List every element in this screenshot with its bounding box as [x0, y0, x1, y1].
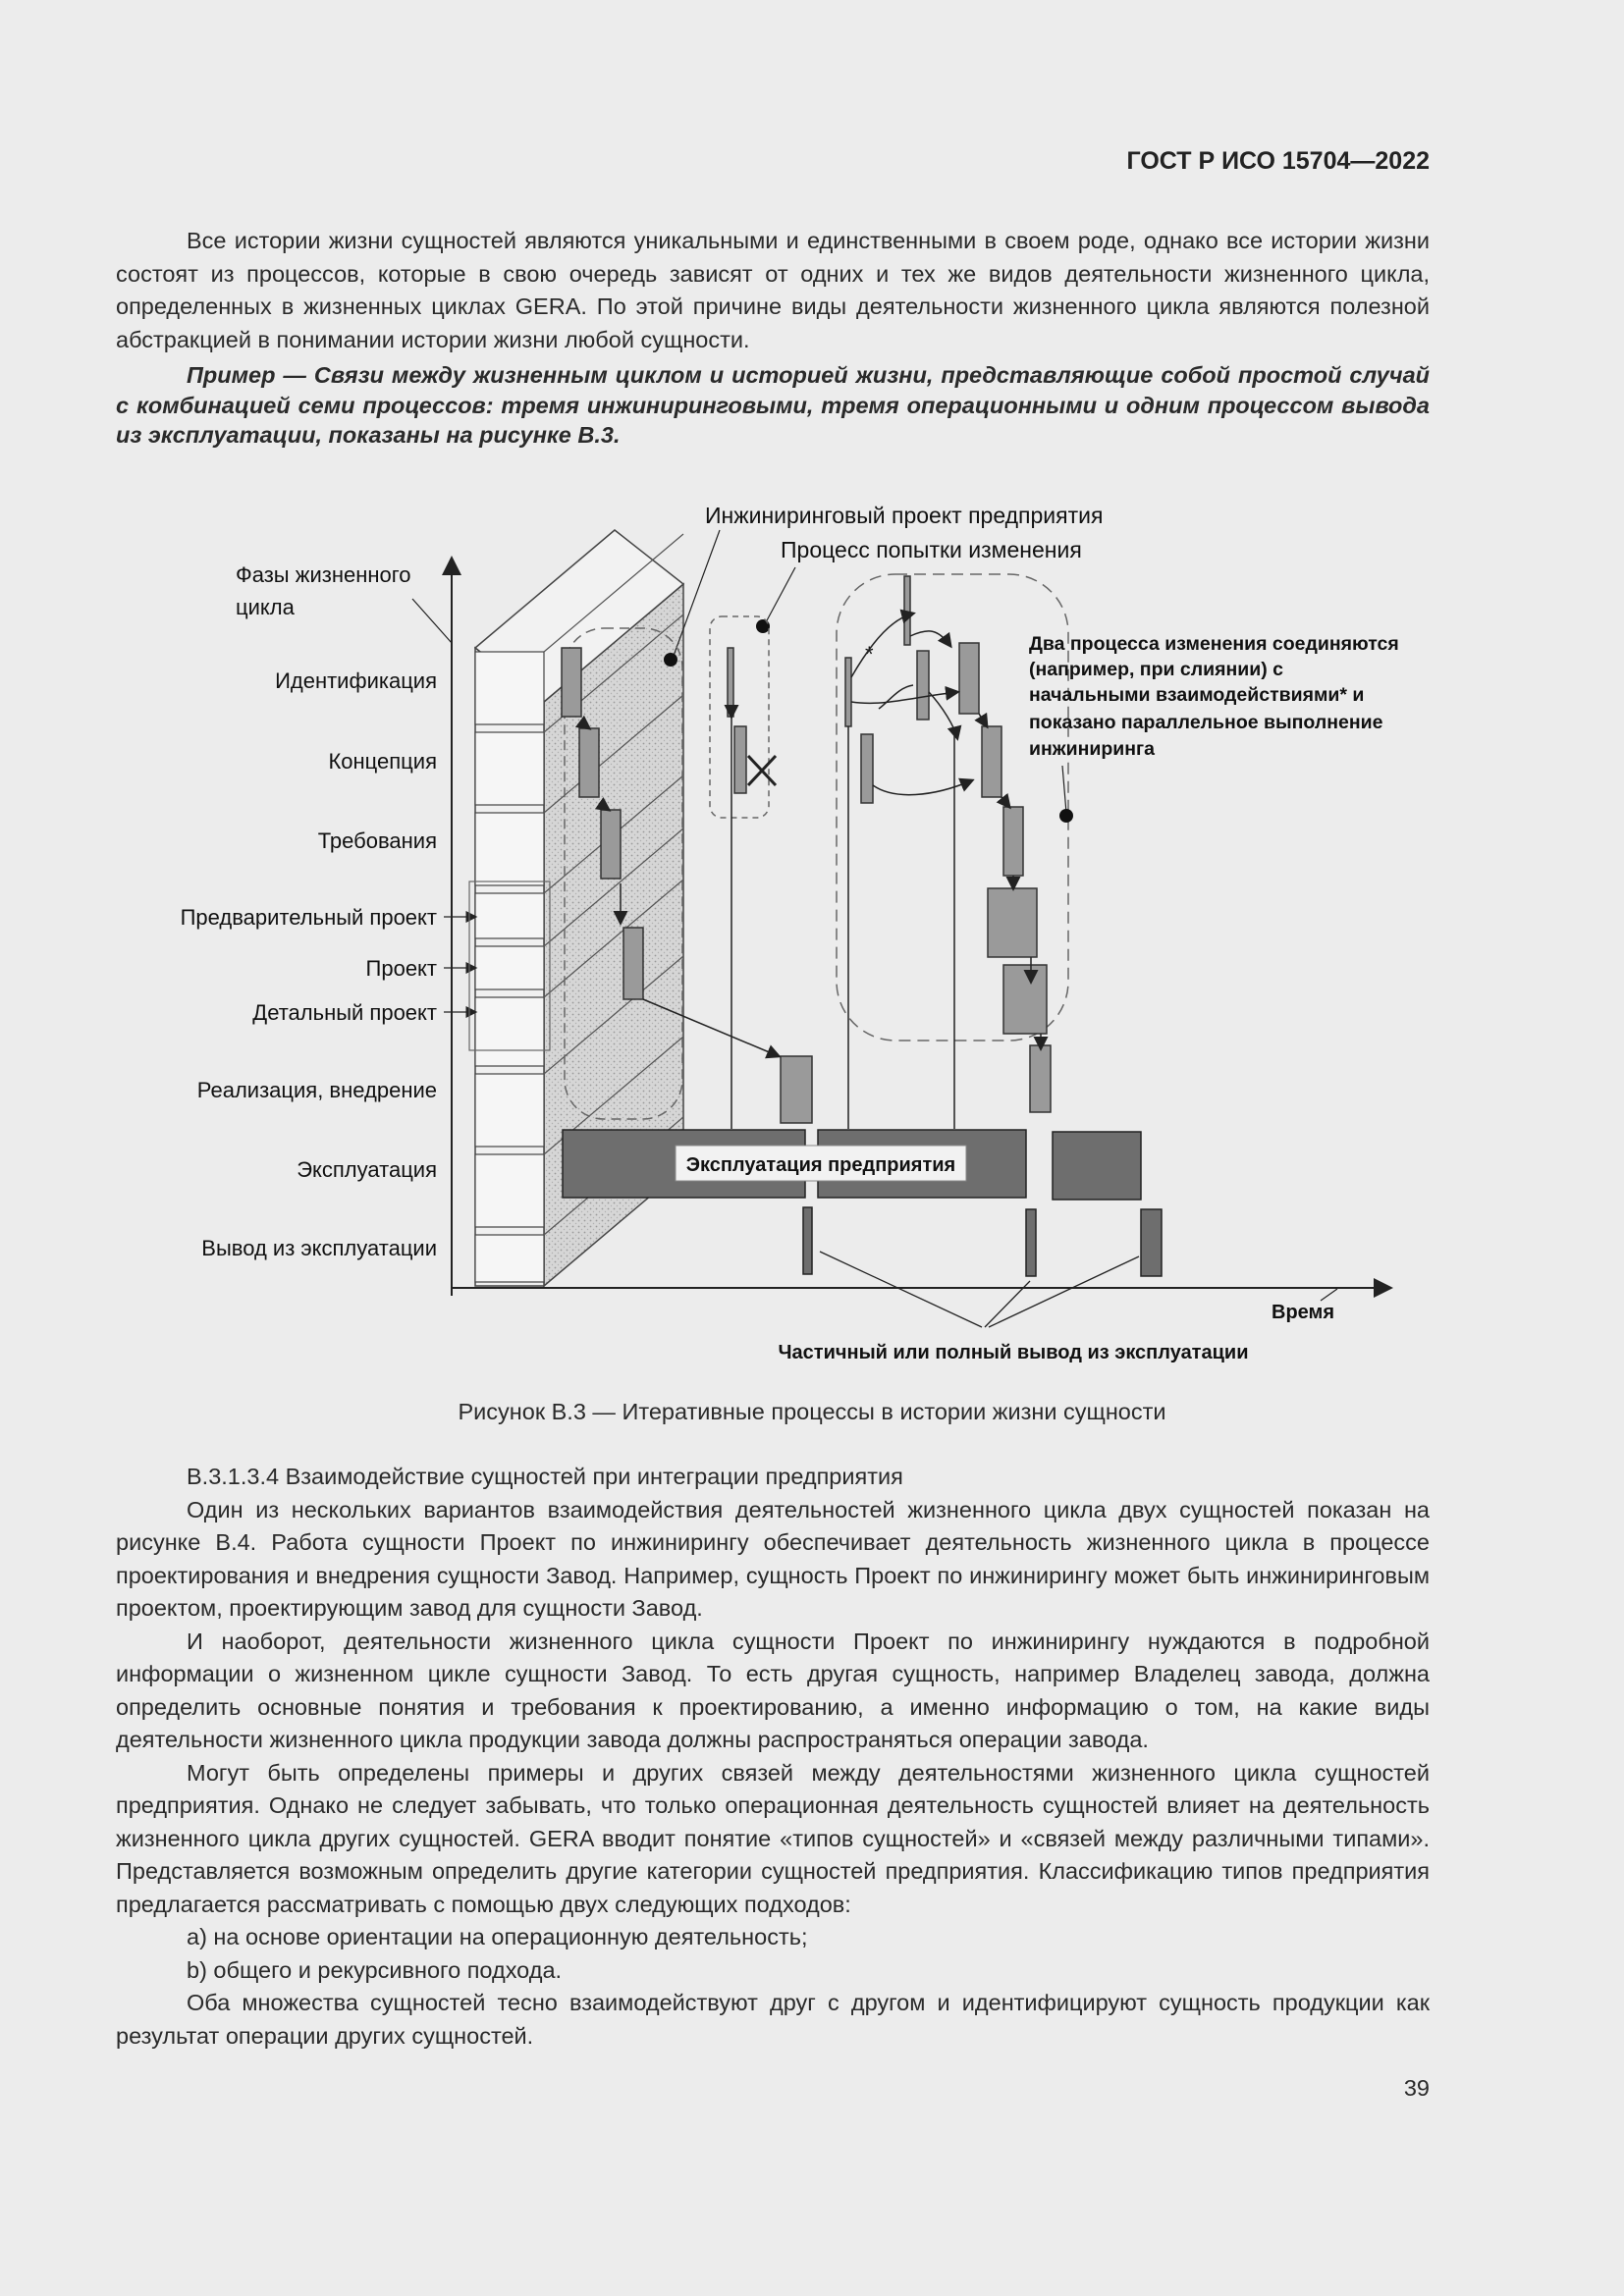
phase-label: Детальный проект: [252, 1000, 437, 1025]
lifecycle-diagram: [137, 491, 1434, 1374]
section-heading: B.3.1.3.4 Взаимодействие сущностей при интеграции предприятия: [187, 1464, 903, 1489]
body-paragraph: Оба множества сущностей тесно взаимодействуют друг с другом и идентифицируют сущность продукции как результат операции других сущностей.: [116, 1990, 1430, 2049]
list-item: a) на основе ориентации на операционную деятельность;: [187, 1924, 808, 1949]
slab-segment: [475, 997, 544, 1066]
phase-label: Проект: [365, 956, 437, 981]
phase-label: Предварительный проект: [180, 905, 437, 930]
figure-caption: Рисунок B.3 — Итеративные процессы в истории жизни сущности: [458, 1399, 1166, 1424]
slab-segment: [475, 652, 544, 724]
body-paragraph: Могут быть определены примеры и других связей между деятельностями жизненного цикла сущностей предприятия. Однако не следует забывать, что только операционная деятельность сущностей влияет на деятельность жизненного цикла других сущностей. GERA вводит понятие «типов сущностей» и «связей между различными типами». Представляется возможным определить другие категории сущностей предприятия. Классификацию типов предприятия предлагается рассматривать с помощью двух следующих подходов:: [116, 1759, 1430, 1917]
slab-segment: [475, 813, 544, 885]
enterprise-project-label: Инжиниринговый проект предприятия: [705, 503, 1104, 528]
change-attempt-label: Процесс попытки изменения: [781, 537, 1082, 562]
phase-label: Эксплуатация: [297, 1157, 437, 1182]
decommission-label: Частичный или полный вывод из эксплуатации: [778, 1342, 1249, 1363]
operation-label: Эксплуатация предприятия: [685, 1154, 956, 1176]
document-id: ГОСТ Р ИСО 15704—2022: [1126, 147, 1430, 175]
merge-note-line: (например, при слиянии) с: [1029, 659, 1284, 680]
slab-segment: [475, 1074, 544, 1147]
slab-segment: [475, 893, 544, 938]
star-mark: *: [865, 642, 874, 667]
merge-note-line: инжиниринга: [1029, 738, 1155, 760]
slab-segment: [475, 732, 544, 805]
merge-note-line: начальными взаимодействиями* и: [1029, 684, 1365, 706]
phase-label: Идентификация: [275, 668, 437, 693]
slab-segment: [475, 1154, 544, 1227]
phase-label: Вывод из эксплуатации: [201, 1236, 437, 1260]
slab-segment: [475, 1235, 544, 1282]
phase-axis-title-line1: Фазы жизненного: [236, 562, 411, 587]
figure-b3: [137, 491, 1434, 1374]
merge-note-line: Два процесса изменения соединяются: [1029, 633, 1399, 655]
phase-label: Требования: [317, 828, 437, 853]
phase-axis-title-line2: цикла: [236, 595, 295, 619]
example-paragraph: Пример — Связи между жизненным циклом и историей жизни, представляющие собой простой случай с комбинацией семи процессов: тремя инжиниринговыми, тремя операционными и одним процессом вывода из эксплуатации, показаны на рисунке B.3.: [116, 362, 1430, 448]
page-number: 39: [1403, 2075, 1430, 2101]
intro-paragraph: Все истории жизни сущностей являются уникальными и единственными в своем роде, однако все истории жизни состоят из процессов, которые в свою очередь зависят от одних и тех же видов деятельности жизненного цикла, определенных в жизненных циклах GERA. По этой причине виды деятельности жизненного цикла являются полезной абстракцией в понимании истории жизни любой сущности.: [116, 228, 1430, 352]
section-b3134: [116, 1461, 1430, 2053]
merge-note-line: показано параллельное выполнение: [1029, 712, 1383, 733]
body-paragraph: И наоборот, деятельности жизненного цикла сущности Проект по инжинирингу нуждаются в подробной информации о жизненном цикле сущности Завод. То есть другая сущность, например Владелец завода, должна определить основные понятия и требования к проектированию, а именно информацию о том, на какие виды деятельности жизненного цикла продукции завода должны распространяться операции завода.: [116, 1628, 1430, 1752]
phase-label: Концепция: [328, 749, 437, 774]
body-paragraph: Один из нескольких вариантов взаимодействия деятельностей жизненного цикла двух сущностей показан на рисунке B.4. Работа сущности Проект по инжинирингу обеспечивает деятельность жизненного цикла в процессе проектирования и внедрения сущности Завод. Например, сущность Проект по инжинирингу может быть инжиниринговым проектом, проектирующим завод для сущности Завод.: [116, 1496, 1430, 1621]
phase-label: Реализация, внедрение: [196, 1078, 437, 1102]
slab-segment: [475, 946, 544, 989]
time-axis-label: Время: [1272, 1302, 1334, 1323]
list-item: b) общего и рекурсивного подхода.: [187, 1956, 563, 1983]
